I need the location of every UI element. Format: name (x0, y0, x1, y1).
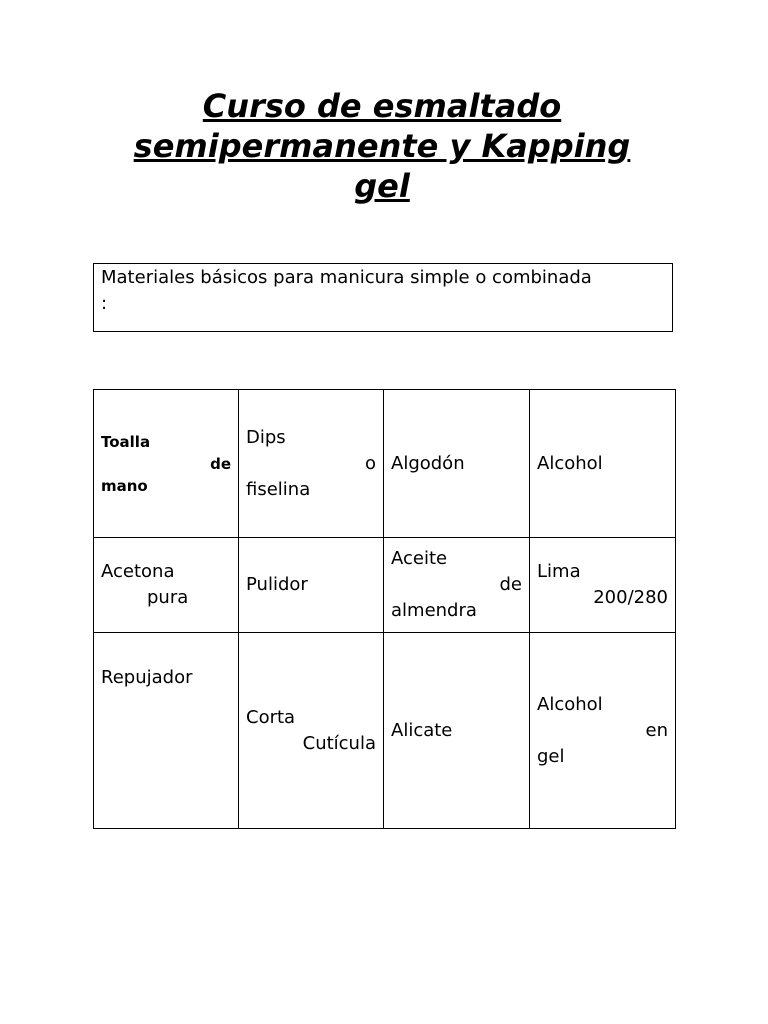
cell-text: de (499, 574, 522, 595)
cell-text: Pulidor (246, 574, 308, 595)
table-cell-aceite-de-almendra (384, 538, 530, 633)
table-cell-algodon (384, 390, 530, 538)
cell-text: 200/280 (593, 587, 668, 608)
materials-heading-line-1: Materiales básicos para manicura simple o combinada (101, 267, 592, 288)
title-line-2: semipermanente y Kapping (133, 127, 631, 165)
cell-text: Acetona (101, 561, 175, 582)
cell-text: Algodón (391, 452, 465, 474)
cell-text: o (364, 452, 376, 474)
cell-text: Dips (246, 426, 286, 448)
cell-text: Toalla (101, 432, 151, 451)
cell-text: fiselina (246, 478, 311, 500)
cell-text: de (210, 454, 231, 473)
table-cell-pulidor (239, 538, 384, 633)
cell-text: almendra (391, 600, 477, 621)
table-cell-acetona-pura (94, 538, 239, 633)
cell-text: Alicate (391, 719, 453, 741)
table-row (94, 633, 676, 829)
table-cell-alcohol-en-gel (530, 633, 676, 829)
table-cell-dips-o-fiselina (239, 390, 384, 538)
materials-heading-line-2: : (101, 293, 108, 314)
table-row (94, 390, 676, 538)
document-title (60, 86, 704, 206)
cell-text: Corta (246, 706, 296, 728)
title-line-1: Curso de esmaltado (202, 87, 562, 125)
cell-text: Repujador (101, 667, 193, 688)
title-line-3: gel (354, 167, 410, 205)
materials-heading-box (93, 263, 673, 332)
table-cell-toalla-de-mano (94, 390, 239, 538)
cell-text: Alcohol (537, 693, 603, 715)
cell-text: Aceite (391, 548, 448, 569)
cell-text: en (645, 719, 668, 741)
table-cell-corta-cuticula (239, 633, 384, 829)
cell-text: Alcohol (537, 452, 603, 474)
cell-text: mano (101, 476, 148, 495)
materials-table (93, 389, 676, 829)
cell-text: Lima (537, 561, 581, 582)
table-cell-alicate (384, 633, 530, 829)
cell-text: pura (147, 587, 189, 608)
table-cell-repujador (94, 633, 239, 829)
cell-text: Cutícula (302, 732, 376, 754)
cell-text: gel (537, 745, 565, 767)
table-cell-alcohol (530, 390, 676, 538)
table-cell-lima (530, 538, 676, 633)
table-row (94, 538, 676, 633)
